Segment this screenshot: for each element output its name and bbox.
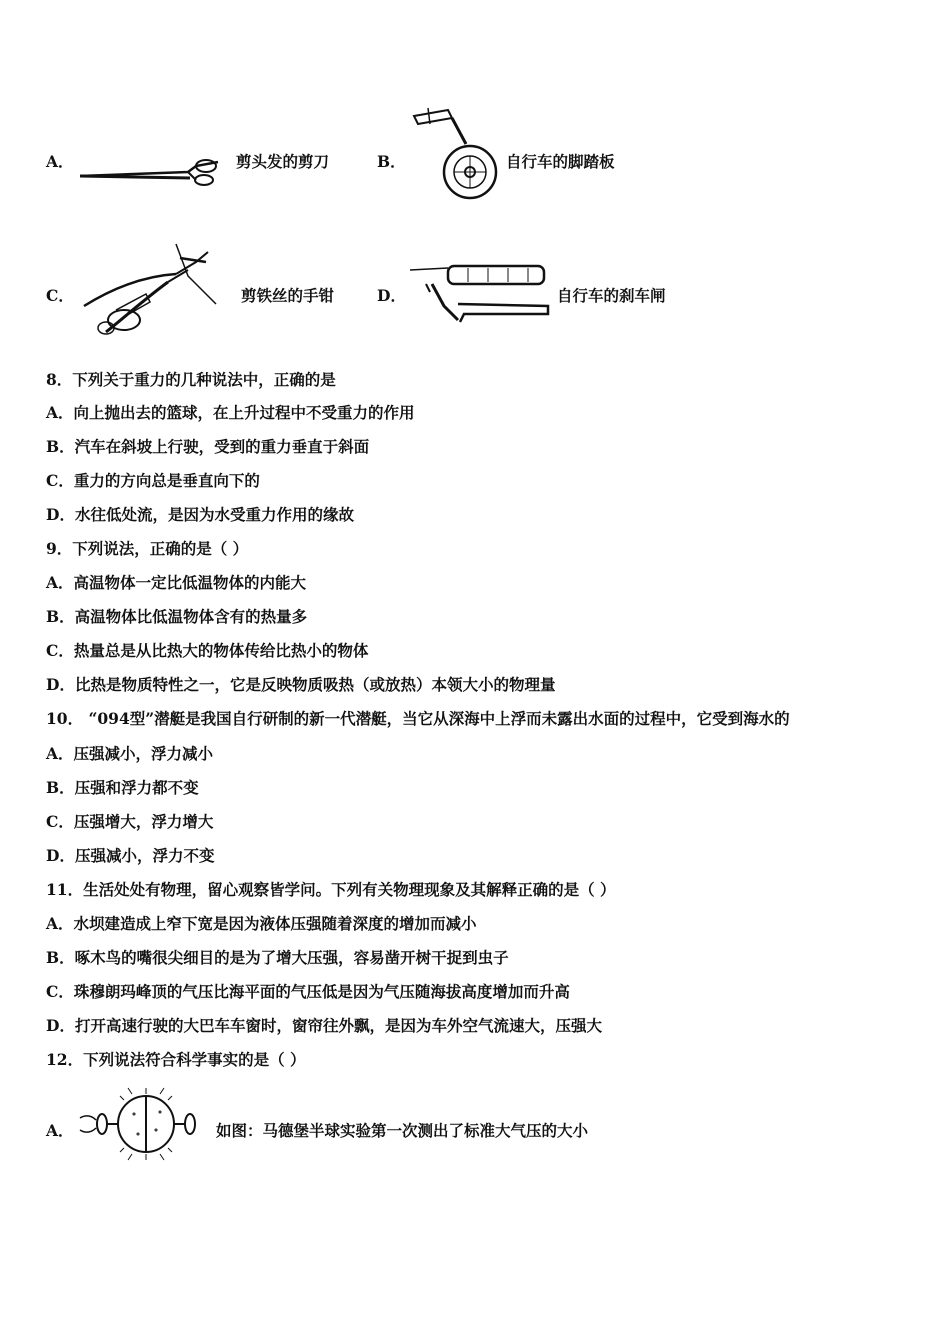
figure-d-letter: D． — [377, 286, 406, 305]
question-10-option-b: B．压强和浮力都不变 — [46, 778, 199, 797]
figure-c-letter: C． — [46, 286, 74, 305]
question-9-option-c: C．热量总是从比热大的物体传给比热小的物体 — [46, 641, 369, 660]
question-10-option-a: A．压强减小，浮力减小 — [46, 744, 214, 763]
question-12-option-a-text: 如图：马德堡半球实验第一次测出了标准大气压的大小 — [216, 1121, 589, 1140]
question-8-stem: 8．下列关于重力的几种说法中，正确的是 — [46, 370, 336, 389]
question-12-stem: 12．下列说法符合科学事实的是（ ） — [46, 1050, 306, 1069]
question-9-stem: 9．下列说法，正确的是（ ） — [46, 539, 249, 558]
question-8-option-d: D．水往低处流，是因为水受重力作用的缘故 — [46, 505, 354, 524]
scissors-icon — [78, 152, 228, 192]
figure-b-letter: B． — [377, 152, 406, 171]
question-11-option-c: C．珠穆朗玛峰顶的气压比海平面的气压低是因为气压随海拔高度增加而升高 — [46, 982, 570, 1001]
figure-c-caption: 剪铁丝的手钳 — [241, 286, 335, 305]
magdeburg-hemispheres-icon — [76, 1084, 214, 1164]
question-10-option-c: C．压强增大，浮力增大 — [46, 812, 214, 831]
question-12-option-a-letter: A． — [46, 1121, 74, 1140]
question-9-option-b: B．高温物体比低温物体含有的热量多 — [46, 607, 308, 626]
question-11-option-a: A．水坝建造成上窄下宽是因为液体压强随着深度的增加而减小 — [46, 914, 477, 933]
question-10-option-d: D．压强减小，浮力不变 — [46, 846, 215, 865]
question-9-option-a: A．高温物体一定比低温物体的内能大 — [46, 573, 307, 592]
question-8-option-b: B．汽车在斜坡上行驶，受到的重力垂直于斜面 — [46, 437, 370, 456]
question-11-option-b: B．啄木鸟的嘴很尖细目的是为了增大压强，容易凿开树干捉到虫子 — [46, 948, 509, 967]
figure-d-caption: 自行车的刹车闸 — [557, 286, 666, 305]
figure-b-caption: 自行车的脚踏板 — [506, 152, 615, 171]
question-11-stem: 11．生活处处有物理，留心观察皆学问。下列有关物理现象及其解释正确的是（ ） — [46, 880, 616, 899]
figure-a-caption: 剪头发的剪刀 — [236, 152, 330, 171]
pliers-icon — [76, 236, 236, 340]
question-11-option-d: D．打开高速行驶的大巴车车窗时，窗帘往外飘，是因为车外空气流速大，压强大 — [46, 1016, 602, 1035]
question-10-stem: 10． “094型”潜艇是我国自行研制的新一代潜艇，当它从深海中上浮而未露出水面的过程中，它受到海水的 — [46, 709, 790, 728]
bicycle-pedal-icon — [408, 104, 503, 199]
brake-lever-icon — [408, 262, 554, 330]
figure-a-letter: A． — [46, 152, 74, 171]
question-9-option-d: D．比热是物质特性之一，它是反映物质吸热（或放热）本领大小的物理量 — [46, 675, 556, 694]
question-8-option-c: C．重力的方向总是垂直向下的 — [46, 471, 260, 490]
question-8-option-a: A．向上抛出去的篮球，在上升过程中不受重力的作用 — [46, 403, 415, 422]
